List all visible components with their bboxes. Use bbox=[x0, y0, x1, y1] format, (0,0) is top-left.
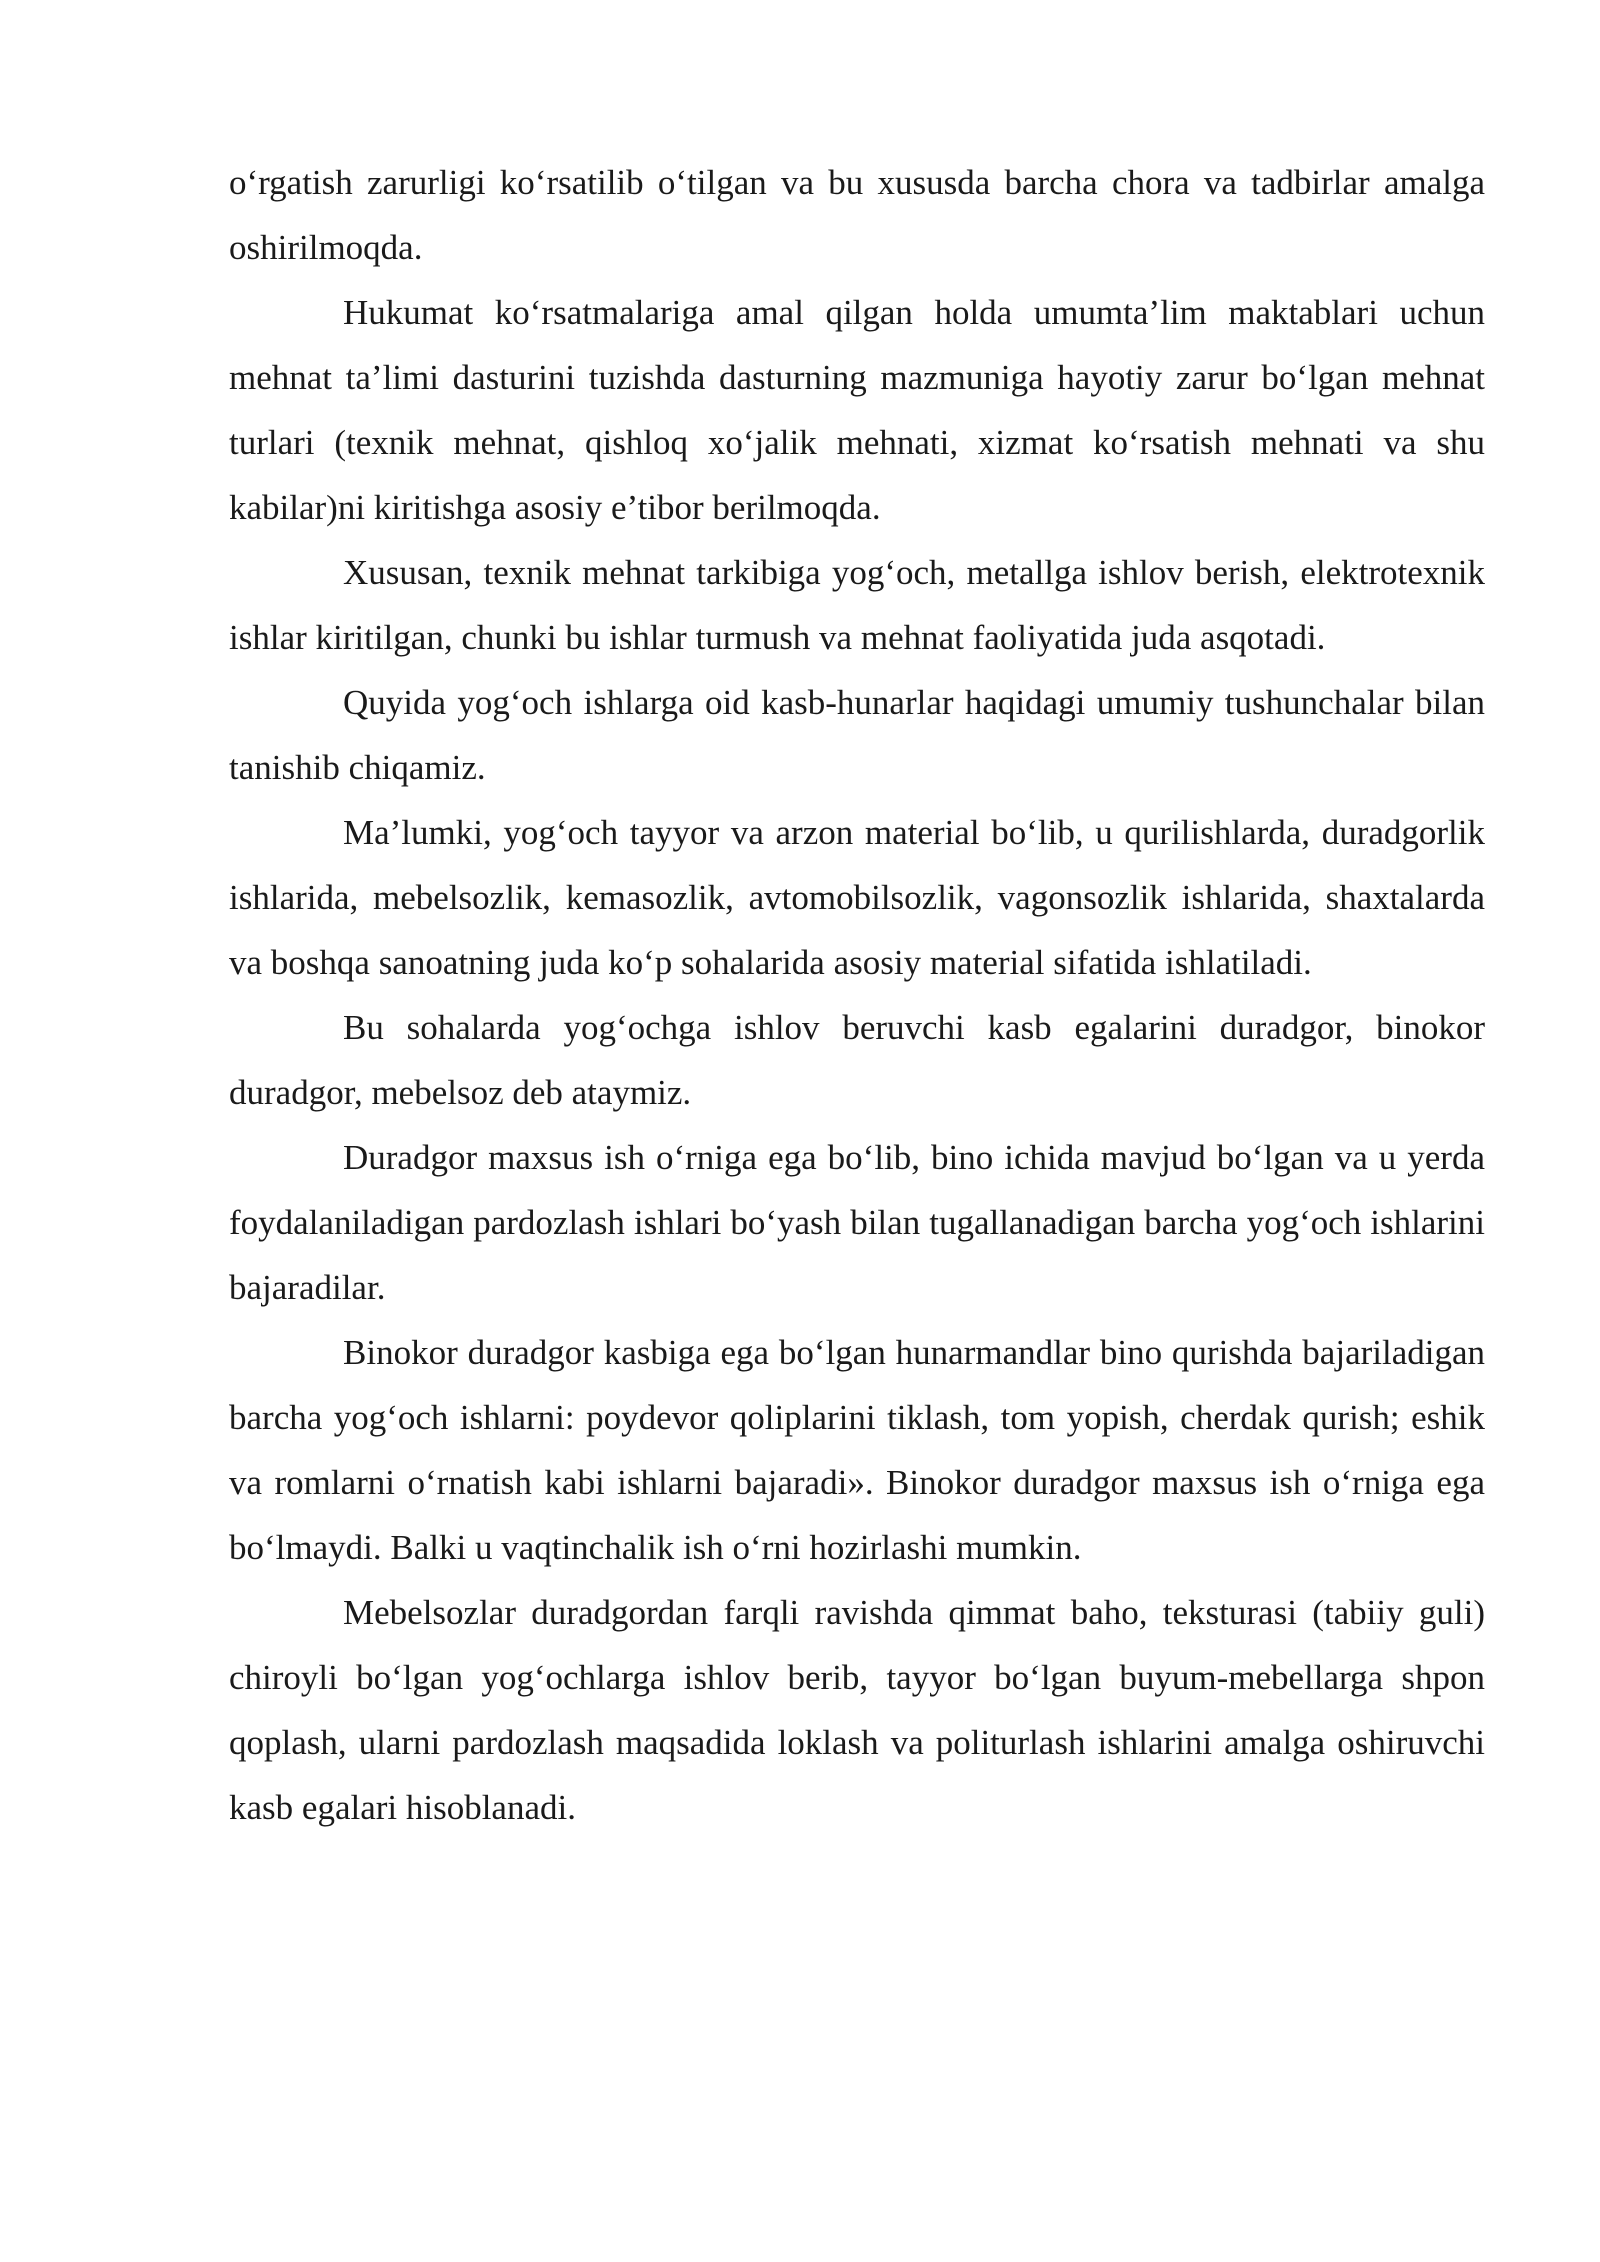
paragraph-introduction: Quyida yog‘och ishlarga oid kasb-hunarlar haqidagi umumiy tushunchalar bilan tanishib chiqamiz. bbox=[229, 683, 1485, 787]
paragraph-wood-material: Ma’lumki, yog‘och tayyor va arzon material bo‘lib, u qurilishlarda, duradgorlik ishlarida, mebelsozlik, kemasozlik, avtomobilsozlik, vagonsozlik ishlarida, shaxtalarda va boshqa sanoatning juda ko‘p sohalarida asosiy material sifatida ishlatiladi. bbox=[229, 813, 1485, 982]
paragraph-professions: Bu sohalarda yog‘ochga ishlov beruvchi kasb egalarini duradgor, binokor duradgor, mebelsoz deb ataymiz. bbox=[229, 1008, 1485, 1112]
paragraph-furniture-maker: Mebelsozlar duradgordan farqli ravishda qimmat baho, teksturasi (tabiiy guli) chiroyli bo‘lgan yog‘ochlarga ishlov berib, tayyor bo‘lgan buyum-mebellarga shpon qoplash, ularni pardozlash maqsadida loklash va politurlash ishlarini amalga oshiruvchi kasb egalari hisoblanadi. bbox=[229, 1593, 1485, 1827]
paragraph-carpenter: Duradgor maxsus ish o‘rniga ega bo‘lib, bino ichida mavjud bo‘lgan va u yerda foydalaniladigan pardozlash ishlari bo‘yash bilan tugallanadigan barcha yog‘och ishlarini bajaradilar. bbox=[229, 1138, 1485, 1307]
paragraph-government-instructions: Hukumat ko‘rsatmalariga amal qilgan holda umumta’lim maktablari uchun mehnat ta’limi dasturini tuzishda dasturning mazmuniga hayotiy zarur bo‘lgan mehnat turlari (texnik mehnat, qishloq xo‘jalik mehnati, xizmat ko‘rsatish mehnati va shu kabilar)ni kiritishga asosiy e’tibor berilmoqda. bbox=[229, 293, 1485, 527]
paragraph-continuation: o‘rgatish zarurligi ko‘rsatilib o‘tilgan va bu xususda barcha chora va tadbirlar amalga oshirilmoqda. bbox=[229, 163, 1485, 267]
paragraph-technical-labor: Xususan, texnik mehnat tarkibiga yog‘och, metallga ishlov berish, elektrotexnik ishlar kiritilgan, chunki bu ishlar turmush va mehnat faoliyatida juda asqotadi. bbox=[229, 553, 1485, 657]
paragraph-construction-carpenter: Binokor duradgor kasbiga ega bo‘lgan hunarmandlar bino qurishda bajariladigan barcha yog‘och ishlarni: poydevor qoliplarini tiklash, tom yopish, cherdak qurish; eshik va romlarni o‘rnatish kabi ishlarni bajaradi». Binokor duradgor maxsus ish o‘rniga ega bo‘lmaydi. Balki u vaqtinchalik ish o‘rni hozirlashi mumkin. bbox=[229, 1333, 1485, 1567]
document-page bbox=[229, 150, 1485, 1840]
